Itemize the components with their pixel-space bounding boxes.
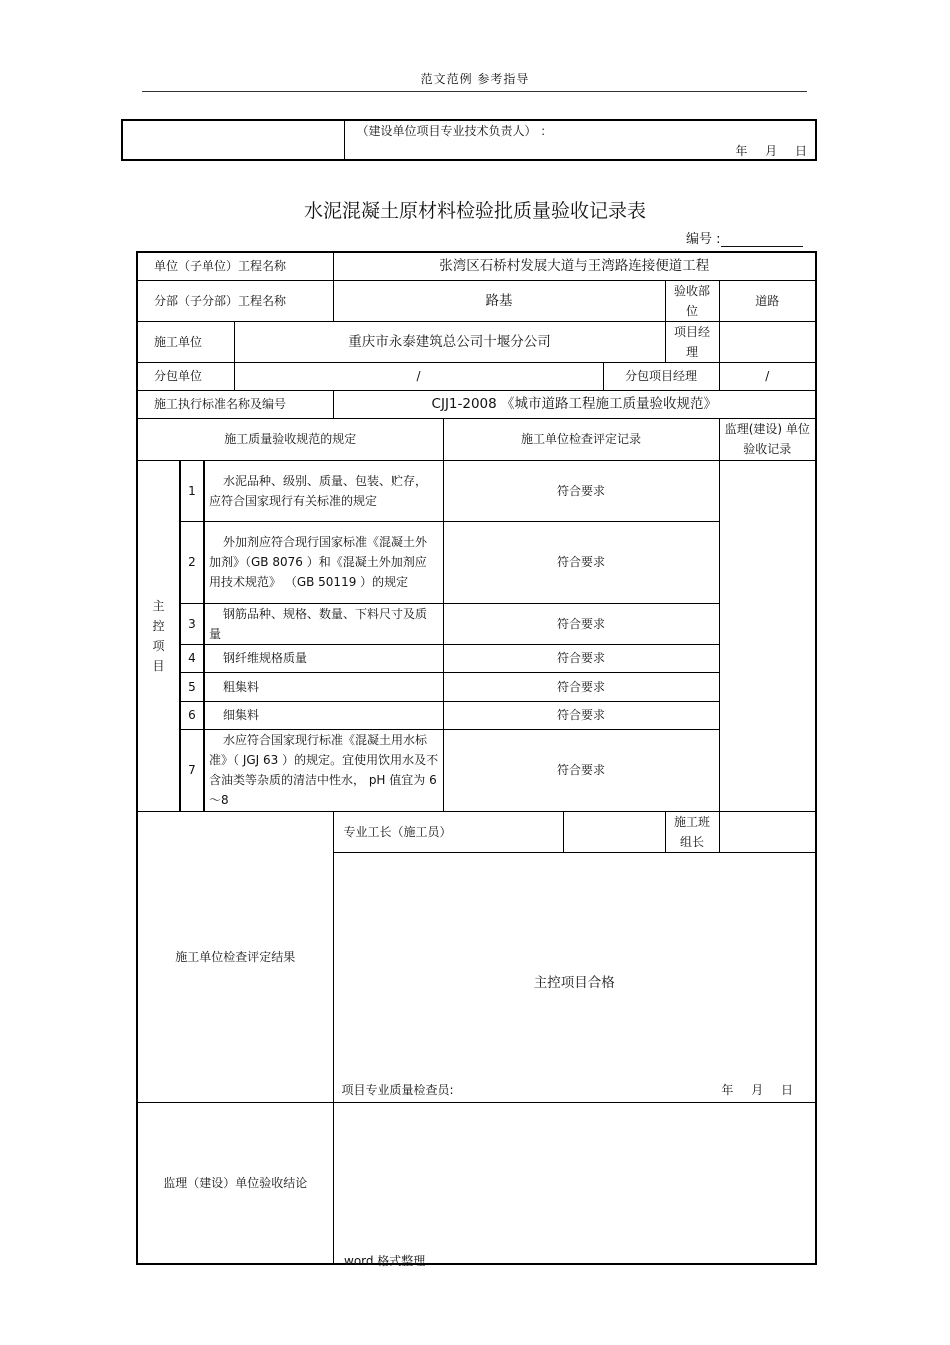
row-subcontract-unit — [137, 362, 816, 390]
unit-project-value: 张湾区石桥村发展大道与王湾路连接便道工程 — [333, 252, 816, 280]
row-sub-project — [137, 280, 816, 321]
item-result: 符合要求 — [443, 729, 719, 811]
code-row — [686, 228, 803, 247]
top-signature-cell — [344, 120, 816, 160]
item-row — [137, 603, 816, 644]
item-row — [137, 644, 816, 672]
inspection-table — [136, 251, 817, 1265]
item-result: 符合要求 — [443, 672, 719, 701]
quality-inspector-label: 项目专业质量检查员: — [341, 1082, 454, 1097]
page-header: 范文范例 参考指导 — [420, 72, 530, 86]
subcontract-manager-value: / — [719, 362, 816, 390]
code-field — [721, 232, 803, 247]
item-number: 4 — [180, 644, 204, 672]
item-result: 符合要求 — [443, 603, 719, 644]
item-row — [137, 729, 816, 811]
item-spec: 钢筋品种、规格、数量、下料尺寸及质量 — [204, 603, 443, 644]
inspection-result-cell — [333, 852, 816, 1102]
subcontract-unit-value: / — [234, 362, 603, 390]
acceptance-part-label: 验收部位 — [665, 280, 719, 321]
inspection-result-value: 主控项目合格 — [533, 974, 615, 991]
item-row — [137, 460, 816, 521]
supervision-conclusion-value — [333, 1102, 816, 1264]
main-items-char: 项 — [152, 638, 165, 653]
unit-project-label: 单位（子单位）工程名称 — [137, 252, 333, 280]
item-number: 7 — [180, 729, 204, 811]
subcontract-unit-label: 分包单位 — [137, 362, 234, 390]
item-number: 2 — [180, 521, 204, 603]
tech-leader-label: （建设单位项目专业技术负责人） ： — [356, 124, 553, 138]
item-spec: 细集料 — [204, 701, 443, 729]
subcontract-manager-label: 分包项目经理 — [603, 362, 719, 390]
inspection-result-label: 施工单位检查评定结果 — [137, 811, 333, 1102]
item-result: 符合要求 — [443, 644, 719, 672]
construction-unit-label: 施工单位 — [137, 321, 234, 362]
main-items-char: 控 — [152, 618, 165, 633]
item-spec: 水应符合国家现行标准《混凝土用水标准》（ JGJ 63 ）的规定。宜使用饮用水及不含油类等杂质的清洁中性水， pH 值宜为 6～8 — [204, 729, 443, 811]
item-spec: 钢纤维规格质量 — [204, 644, 443, 672]
page-footer: word 格式整理 — [344, 1254, 426, 1268]
record-column-header: 施工单位检查评定记录 — [443, 418, 719, 460]
main-items-char: 目 — [152, 658, 165, 673]
standard-value: CJJ1-2008 《城市道路工程施工质量验收规范》 — [333, 390, 816, 418]
standard-label: 施工执行标准名称及编号 — [137, 390, 333, 418]
row-construction-unit — [137, 321, 816, 362]
supervisor-column-header: 监理(建设) 单位验收记录 — [719, 418, 816, 460]
item-result: 符合要求 — [443, 460, 719, 521]
item-result: 符合要求 — [443, 701, 719, 729]
item-row — [137, 672, 816, 701]
project-manager-value — [719, 321, 816, 362]
row-column-headers — [137, 418, 816, 460]
row-unit-project — [137, 252, 816, 280]
row-standard — [137, 390, 816, 418]
item-spec: 水泥品种、级别、质量、包装、贮存，应符合国家现行有关标准的规定 — [204, 460, 443, 521]
page-title: 水泥混凝土原材料检验批质量验收记录表 — [303, 200, 646, 222]
previous-page-table — [121, 119, 817, 161]
item-number: 6 — [180, 701, 204, 729]
item-spec: 粗集料 — [204, 672, 443, 701]
item-result: 符合要求 — [443, 521, 719, 603]
item-number: 5 — [180, 672, 204, 701]
team-leader-label: 施工班组长 — [665, 811, 719, 852]
inspection-date: 年 月 日 — [721, 1082, 794, 1097]
spec-column-header: 施工质量验收规范的规定 — [137, 418, 443, 460]
supervisor-record-cell — [719, 460, 816, 811]
header-divider — [142, 91, 807, 92]
item-row — [137, 521, 816, 603]
top-date: 年 月 日 — [735, 144, 807, 158]
row-foreman — [137, 811, 816, 852]
top-empty-cell — [122, 120, 344, 160]
construction-unit-value: 重庆市永泰建筑总公司十堰分公司 — [234, 321, 665, 362]
item-row — [137, 701, 816, 729]
code-label: 编号 : — [686, 232, 721, 247]
item-number: 3 — [180, 603, 204, 644]
acceptance-part-value: 道路 — [719, 280, 816, 321]
row-supervision — [137, 1102, 816, 1264]
sub-project-value: 路基 — [333, 280, 665, 321]
item-number: 1 — [180, 460, 204, 521]
supervision-conclusion-label: 监理（建设）单位验收结论 — [137, 1102, 333, 1264]
sub-project-label: 分部（子分部）工程名称 — [137, 280, 333, 321]
project-manager-label: 项目经理 — [665, 321, 719, 362]
item-spec: 外加剂应符合现行国家标准《混凝土外加剂》（GB 8076 ）和《混凝土外加剂应用技术规范》 （GB 50119 ）的规定 — [204, 521, 443, 603]
team-leader-value — [719, 811, 816, 852]
foreman-value — [563, 811, 665, 852]
foreman-label: 专业工长（施工员） — [333, 811, 563, 852]
main-items-label — [137, 460, 180, 811]
main-items-char: 主 — [152, 598, 165, 613]
